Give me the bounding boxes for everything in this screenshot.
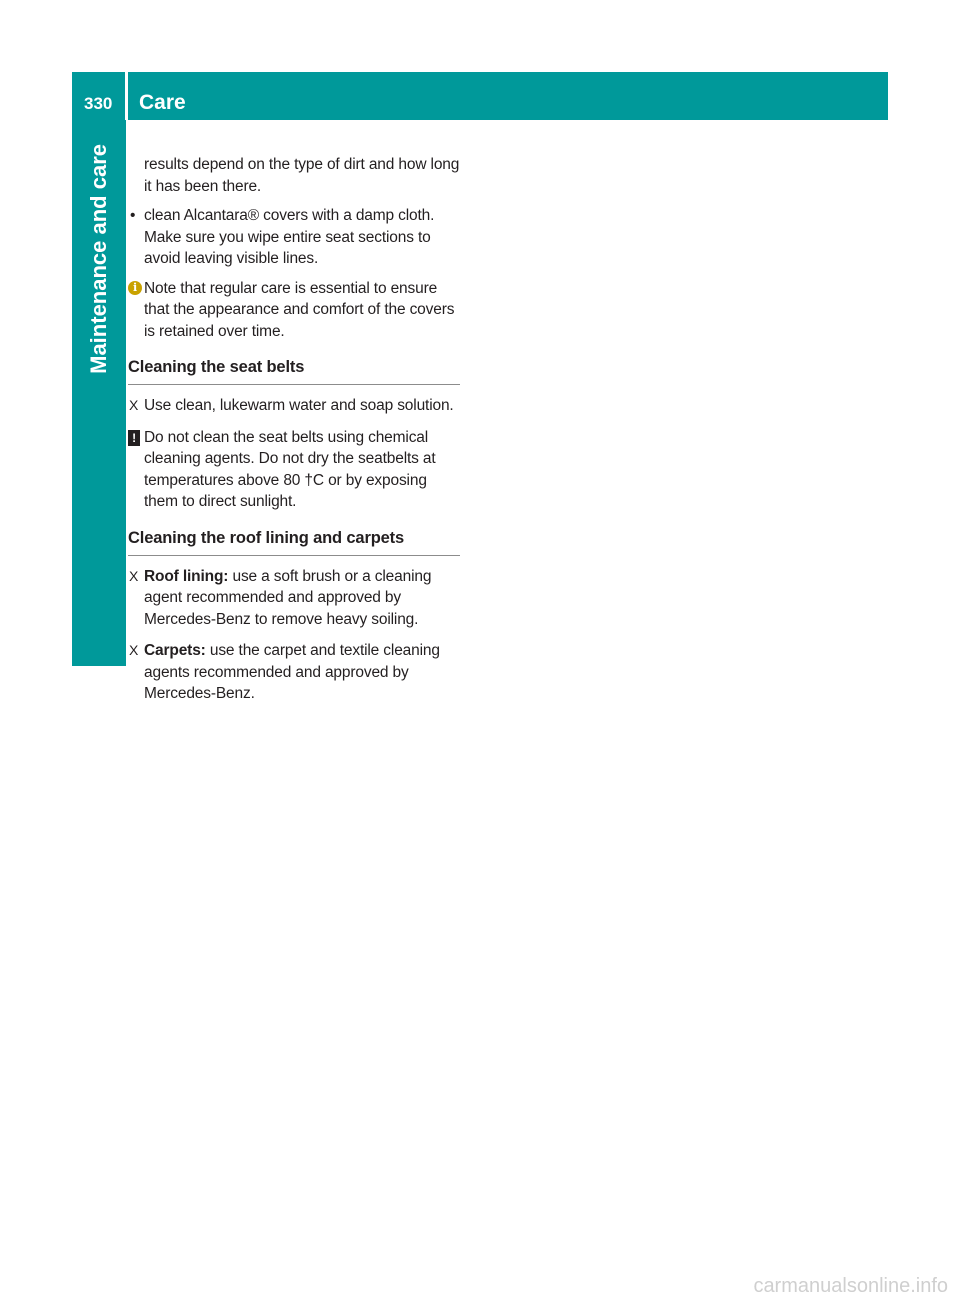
- warning-note-text: Do not clean the seat belts using chemical cleaning agents. Do not dry the seatbelts at temperatures above 80 †C or by exposing them to direct sunlight.: [144, 428, 436, 510]
- step-item: [128, 640, 460, 705]
- step-arrow-icon: X: [129, 567, 139, 584]
- info-icon: i: [128, 281, 142, 295]
- header-bar: [72, 72, 888, 120]
- footer-watermark: carmanualsonline.info: [753, 1275, 948, 1297]
- bullet-text: clean Alcantara® covers with a damp cloth. Make sure you wipe entire seat sections to avoid leaving visible lines.: [144, 207, 435, 267]
- step-arrow-icon: X: [129, 397, 139, 413]
- list-item: [128, 205, 460, 270]
- heading-seat-belts: Cleaning the seat belts: [128, 356, 460, 385]
- step-label: Roof lining:: [144, 567, 229, 585]
- heading-roof-carpets: Cleaning the roof lining and carpets: [128, 527, 460, 556]
- page-number: 330: [84, 94, 113, 113]
- step-item: [128, 566, 460, 631]
- step-label: Carpets:: [144, 642, 206, 659]
- step-text: Use clean, lukewarm water and soap solution.: [144, 397, 454, 414]
- side-tab-label: Maintenance and care: [86, 144, 111, 374]
- info-note-text: Note that regular care is essential to ensure that the appearance and comfort of the covers is retained over time.: [144, 279, 455, 340]
- warning-note: [128, 427, 460, 513]
- bullet-mark: •: [130, 207, 136, 224]
- step-item: [128, 395, 460, 417]
- info-note: [128, 278, 460, 343]
- step-text: use a soft brush or a cleaning agent recommended and approved by Mercedes-Benz to remove heavy soiling.: [144, 567, 432, 628]
- side-tab-label-container: [84, 144, 114, 644]
- intro-continuation: results depend on the type of dirt and how long it has been there.: [144, 156, 460, 195]
- page-content: [128, 154, 460, 715]
- step-arrow-icon: X: [129, 642, 139, 658]
- section-title: Care: [139, 91, 186, 114]
- header-divider: [125, 72, 128, 120]
- warning-icon: !: [128, 430, 140, 446]
- step-text: use the carpet and textile cleaning agents recommended and approved by Mercedes-Benz.: [144, 642, 440, 702]
